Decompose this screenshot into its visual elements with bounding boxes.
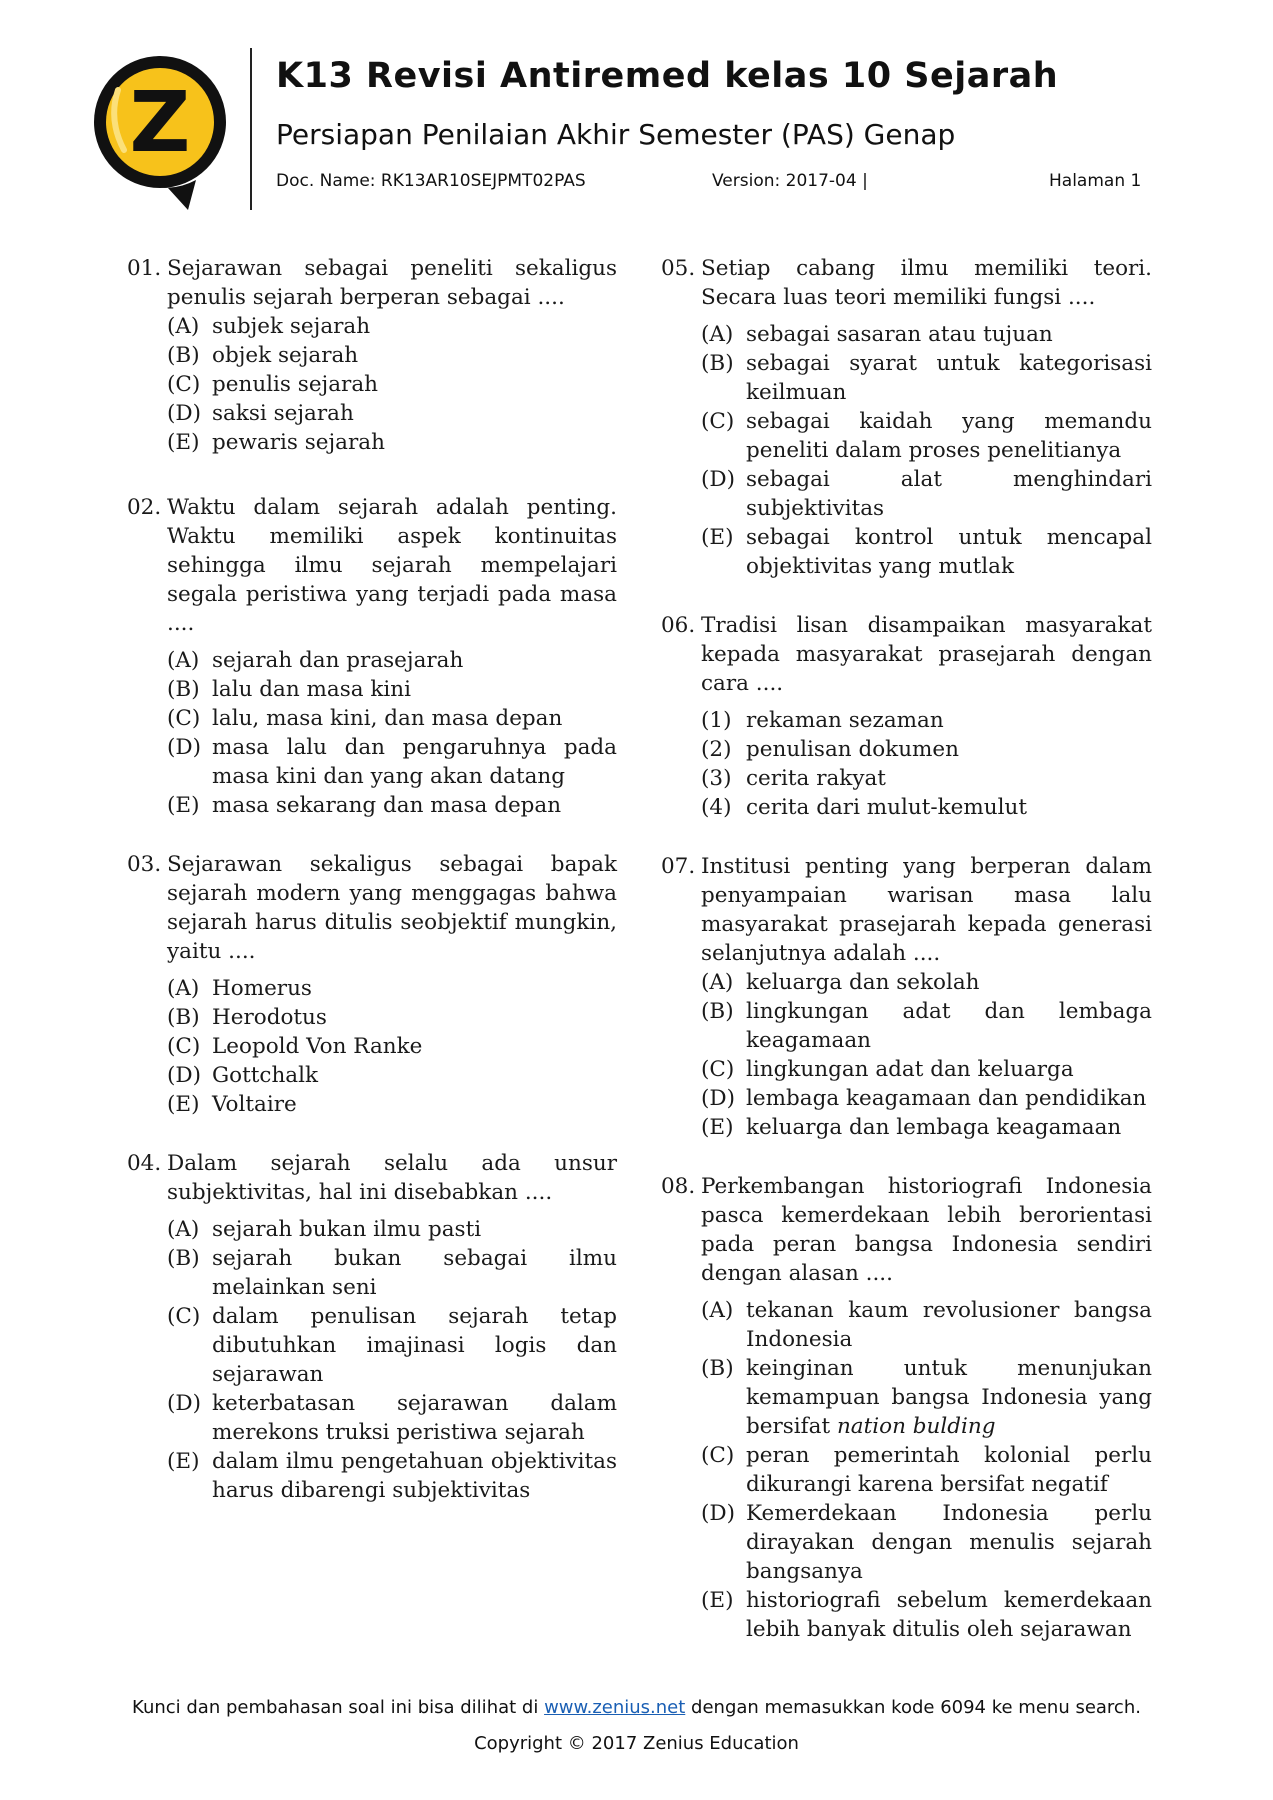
option-text: lingkungan adat dan keluarga (746, 1057, 1074, 1082)
copyright: Copyright © 2017 Zenius Education (474, 1733, 799, 1754)
option-text: lalu, masa kini, dan masa depan (212, 706, 563, 731)
option (167, 312, 617, 341)
option (167, 1447, 617, 1505)
option-text: lalu dan masa kini (212, 677, 412, 702)
question-07 (661, 852, 1152, 1142)
option-label: (A) (701, 970, 734, 995)
option (167, 370, 617, 399)
option (167, 341, 617, 370)
option (701, 1499, 1152, 1586)
option (701, 735, 1152, 764)
option-text-main: keinginan untuk menunjukan kemampuan bangsa Indonesia yang bersifat (746, 1356, 1152, 1439)
footer-note-before: Kunci dan pembahasan soal ini bisa dilihat di (132, 1697, 539, 1718)
option-label: (C) (701, 409, 735, 434)
question-stem: Institusi penting yang berperan dalam penyampaian warisan masa lalu masyarakat prasejarah kepada generasi selanjutnya adalah .... (701, 854, 1152, 966)
option-text: lembaga keagamaan dan pendidikan (746, 1086, 1147, 1111)
option-text: sejarah dan prasejarah (212, 648, 464, 673)
option-label: (1) (701, 708, 732, 733)
option-label: (D) (167, 735, 202, 760)
option (167, 428, 617, 457)
option-label: (E) (701, 1115, 734, 1140)
option-label: (B) (167, 1246, 200, 1271)
option (701, 1113, 1152, 1142)
option-label: (B) (167, 677, 200, 702)
zenius-link[interactable]: www.zenius.net (544, 1697, 686, 1718)
option-label: (D) (167, 401, 202, 426)
option-label: (A) (167, 1217, 200, 1242)
option-label: (A) (167, 976, 200, 1001)
option (167, 675, 617, 704)
question-number: 08. (661, 1174, 696, 1199)
option (701, 1354, 1152, 1441)
question-number: 01. (127, 256, 162, 281)
option (167, 1090, 617, 1119)
question-number: 04. (127, 1151, 162, 1176)
option-label: (B) (701, 999, 734, 1024)
option (167, 1003, 617, 1032)
option-label: (E) (167, 1449, 200, 1474)
question-number: 07. (661, 854, 696, 879)
question-number: 06. (661, 613, 696, 638)
question-08 (661, 1172, 1152, 1644)
header-divider (250, 48, 252, 210)
option (701, 968, 1152, 997)
option-text: sebagai sasaran atau tujuan (746, 322, 1053, 347)
option (701, 764, 1152, 793)
option-text: saksi sejarah (212, 401, 354, 426)
option-text: lingkungan adat dan lembaga keagamaan (746, 999, 1152, 1053)
option-text: keluarga dan sekolah (746, 970, 980, 995)
option-label: (E) (701, 525, 734, 550)
left-column (127, 254, 617, 1535)
question-03 (127, 850, 617, 1119)
option (701, 1296, 1152, 1354)
question-02 (127, 493, 617, 820)
option-text: cerita dari mulut-kemulut (746, 795, 1027, 820)
option-text: Kemerdekaan Indonesia perlu dirayakan dengan menulis sejarah bangsanya (746, 1501, 1152, 1584)
option-label: (E) (167, 793, 200, 818)
question-stem: Tradisi lisan disampaikan masyarakat kepada masyarakat prasejarah dengan cara .... (701, 613, 1152, 696)
option-text: sebagai syarat untuk kategorisasi keilmuan (746, 351, 1152, 405)
option-text: dalam penulisan sejarah tetap dibutuhkan imajinasi logis dan sejarawan (212, 1304, 617, 1387)
option (167, 1032, 617, 1061)
option-text: keluarga dan lembaga keagamaan (746, 1115, 1122, 1140)
option (701, 997, 1152, 1055)
option (167, 1244, 617, 1302)
option (701, 407, 1152, 465)
question-stem: Waktu dalam sejarah adalah penting. Waktu memiliki aspek kontinuitas sehingga ilmu sejarah mempelajari segala peristiwa yang terjadi pada masa .... (167, 495, 617, 636)
option-text: objek sejarah (212, 343, 359, 368)
option-label: (3) (701, 766, 732, 791)
option-text: penulisan dokumen (746, 737, 960, 762)
option (167, 1302, 617, 1389)
option-text: Homerus (212, 976, 312, 1001)
option-text: sebagai kontrol untuk mencapal objektivitas yang mutlak (746, 525, 1152, 579)
option-label: (D) (701, 467, 736, 492)
option-text: Voltaire (212, 1092, 297, 1117)
option (701, 465, 1152, 523)
option-label: (4) (701, 795, 732, 820)
document-title: K13 Revisi Antiremed kelas 10 Sejarah (276, 56, 1059, 96)
option-label: (A) (167, 648, 200, 673)
logo-letter: Z (129, 73, 191, 171)
option (167, 1061, 617, 1090)
option-text: historiografi sebelum kemerdekaan lebih banyak ditulis oleh sejarawan (746, 1588, 1152, 1642)
question-05 (661, 254, 1152, 581)
zenius-logo (88, 50, 233, 215)
option-label: (C) (167, 706, 201, 731)
option-text: cerita rakyat (746, 766, 886, 791)
option-label: (C) (167, 1304, 201, 1329)
option-text: peran pemerintah kolonial perlu dikurangi karena bersifat negatif (746, 1443, 1152, 1497)
option-text: Herodotus (212, 1005, 327, 1030)
option-label: (D) (167, 1391, 202, 1416)
option-text-italic: nation bulding (836, 1414, 996, 1439)
option-text (746, 1354, 1152, 1441)
option-label: (C) (167, 1034, 201, 1059)
option (167, 1389, 617, 1447)
option-text: dalam ilmu pengetahuan objektivitas harus dibarengi subjektivitas (212, 1449, 617, 1503)
question-number: 05. (661, 256, 696, 281)
option-label: (E) (701, 1588, 734, 1613)
option-text: sejarah bukan sebagai ilmu melainkan seni (212, 1246, 617, 1300)
option-text: sebagai alat menghindari subjektivitas (746, 467, 1152, 521)
option (701, 523, 1152, 581)
option-label: (B) (701, 351, 734, 376)
right-column (661, 254, 1152, 1674)
option (167, 1215, 617, 1244)
option-label: (B) (167, 1005, 200, 1030)
option-text: keterbatasan sejarawan dalam merekons truksi peristiwa sejarah (212, 1391, 617, 1445)
option (167, 791, 617, 820)
option (701, 793, 1152, 822)
option-text: rekaman sezaman (746, 708, 944, 733)
option-label: (B) (167, 343, 200, 368)
option-text: Gottchalk (212, 1063, 319, 1088)
option-text: penulis sejarah (212, 372, 378, 397)
option-label: (C) (167, 372, 201, 397)
question-number: 02. (127, 495, 162, 520)
option-label: (D) (701, 1086, 736, 1111)
question-stem: Setiap cabang ilmu memiliki teori. Secara luas teori memiliki fungsi .... (701, 256, 1152, 310)
question-number: 03. (127, 852, 162, 877)
option-label: (2) (701, 737, 732, 762)
option-text: sejarah bukan ilmu pasti (212, 1217, 482, 1242)
option-text: masa lalu dan pengaruhnya pada masa kini dan yang akan datang (212, 735, 617, 789)
question-06 (661, 611, 1152, 822)
option (701, 320, 1152, 349)
option-text: Leopold Von Ranke (212, 1034, 423, 1059)
option-label: (E) (167, 1092, 200, 1117)
option (701, 1084, 1152, 1113)
option-label: (A) (701, 322, 734, 347)
footer-note-after: dengan memasukkan kode 6094 ke menu search. (691, 1697, 1141, 1718)
option (701, 1055, 1152, 1084)
doc-version: Version: 2017-04 | (712, 171, 868, 191)
option-text: subjek sejarah (212, 314, 371, 339)
option-text: pewaris sejarah (212, 430, 385, 455)
option-label: (A) (701, 1298, 734, 1323)
question-stem: Sejarawan sebagai peneliti sekaligus penulis sejarah berperan sebagai .... (167, 256, 617, 310)
option (167, 974, 617, 1003)
option (701, 1441, 1152, 1499)
doc-name: Doc. Name: RK13AR10SEJPMT02PAS (276, 171, 586, 191)
option (701, 706, 1152, 735)
question-stem: Perkembangan historiografi Indonesia pasca kemerdekaan lebih berorientasi pada peran bangsa Indonesia sendiri dengan alasan .... (701, 1174, 1152, 1286)
option-label: (C) (701, 1443, 735, 1468)
option-label: (E) (167, 430, 200, 455)
option (167, 733, 617, 791)
option-text: sebagai kaidah yang memandu peneliti dalam proses penelitianya (746, 409, 1152, 463)
option (167, 399, 617, 428)
question-stem: Sejarawan sekaligus sebagai bapak sejarah modern yang menggagas bahwa sejarah harus ditulis seobjektif mungkin, yaitu .... (167, 852, 617, 964)
option-label: (D) (167, 1063, 202, 1088)
question-stem: Dalam sejarah selalu ada unsur subjektivitas, hal ini disebabkan .... (167, 1151, 617, 1205)
option (701, 1586, 1152, 1644)
option (167, 704, 617, 733)
option-label: (D) (701, 1501, 736, 1526)
option-label: (C) (701, 1057, 735, 1082)
document-subtitle: Persiapan Penilaian Akhir Semester (PAS) Genap (276, 118, 956, 151)
footer-note (0, 1697, 1273, 1718)
option (167, 646, 617, 675)
option-text: masa sekarang dan masa depan (212, 793, 562, 818)
question-04 (127, 1149, 617, 1505)
page-number: Halaman 1 (1049, 171, 1142, 191)
question-01 (127, 254, 617, 457)
option-text: tekanan kaum revolusioner bangsa Indonesia (746, 1298, 1152, 1352)
option-label: (A) (167, 314, 200, 339)
option (701, 349, 1152, 407)
option-label: (B) (701, 1356, 734, 1381)
